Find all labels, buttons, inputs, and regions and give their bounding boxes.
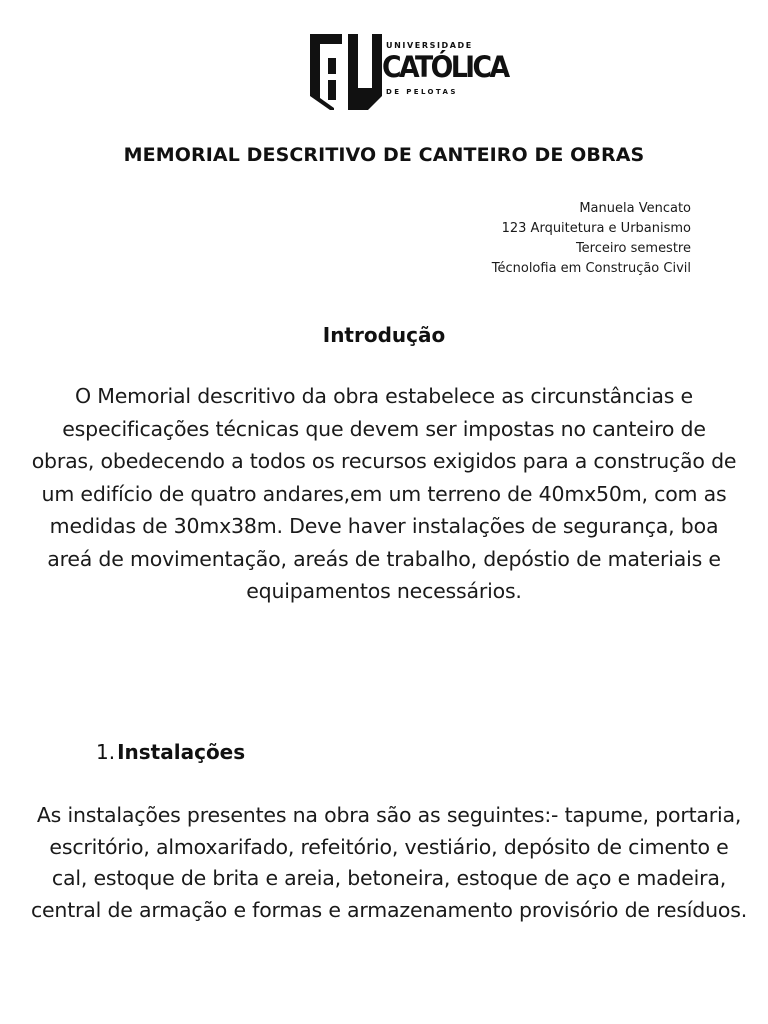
author-program: Técnolofia em Construção Civil xyxy=(491,261,691,276)
introduction-paragraph: O Memorial descritivo da obra estabelece as circunstâncias e especificações técnicas que devem ser impostas no canteiro de obras, obedecendo a todos os recursos exigidos para a construção de um edifício de quatro andares,em um terreno de 40mx50m, com as medidas de 30mx38m. Deve haver instalações de segurança, boa areá de movimentação, areás de trabalho, depóstio de materiais e equipamentos necessários. xyxy=(31,384,737,603)
author-name: Manuela Vencato xyxy=(579,201,691,216)
logo-catolica-text: CATÓLICA xyxy=(382,50,508,84)
installations-heading xyxy=(96,740,245,764)
installations-paragraph: As instalações presentes na obra são as seguintes:- tapume, portaria, escritório, almoxarifado, refeitório, vestiário, depósito de cimento e cal, estoque de brita e areia, betoneira, estoque de aço e madeira, central de armação e formas e armazenamento provisório de resíduos. xyxy=(30,803,748,922)
logo-university-text: UNIVERSIDADE xyxy=(386,41,473,50)
logo-emblem-icon xyxy=(308,32,384,112)
installations-heading-label: Instalações xyxy=(117,740,246,764)
introduction-heading: Introdução xyxy=(322,323,446,347)
list-number: 1. xyxy=(96,740,116,764)
author-info xyxy=(492,199,691,279)
author-course: 123 Arquitetura e Urbanismo xyxy=(501,221,691,236)
logo-pelotas-text: DE PELOTAS xyxy=(386,88,458,96)
author-semester: Terceiro semestre xyxy=(575,241,691,256)
university-logo xyxy=(308,32,508,112)
document-title: MEMORIAL DESCRITIVO DE CANTEIRO DE OBRAS xyxy=(123,144,645,166)
